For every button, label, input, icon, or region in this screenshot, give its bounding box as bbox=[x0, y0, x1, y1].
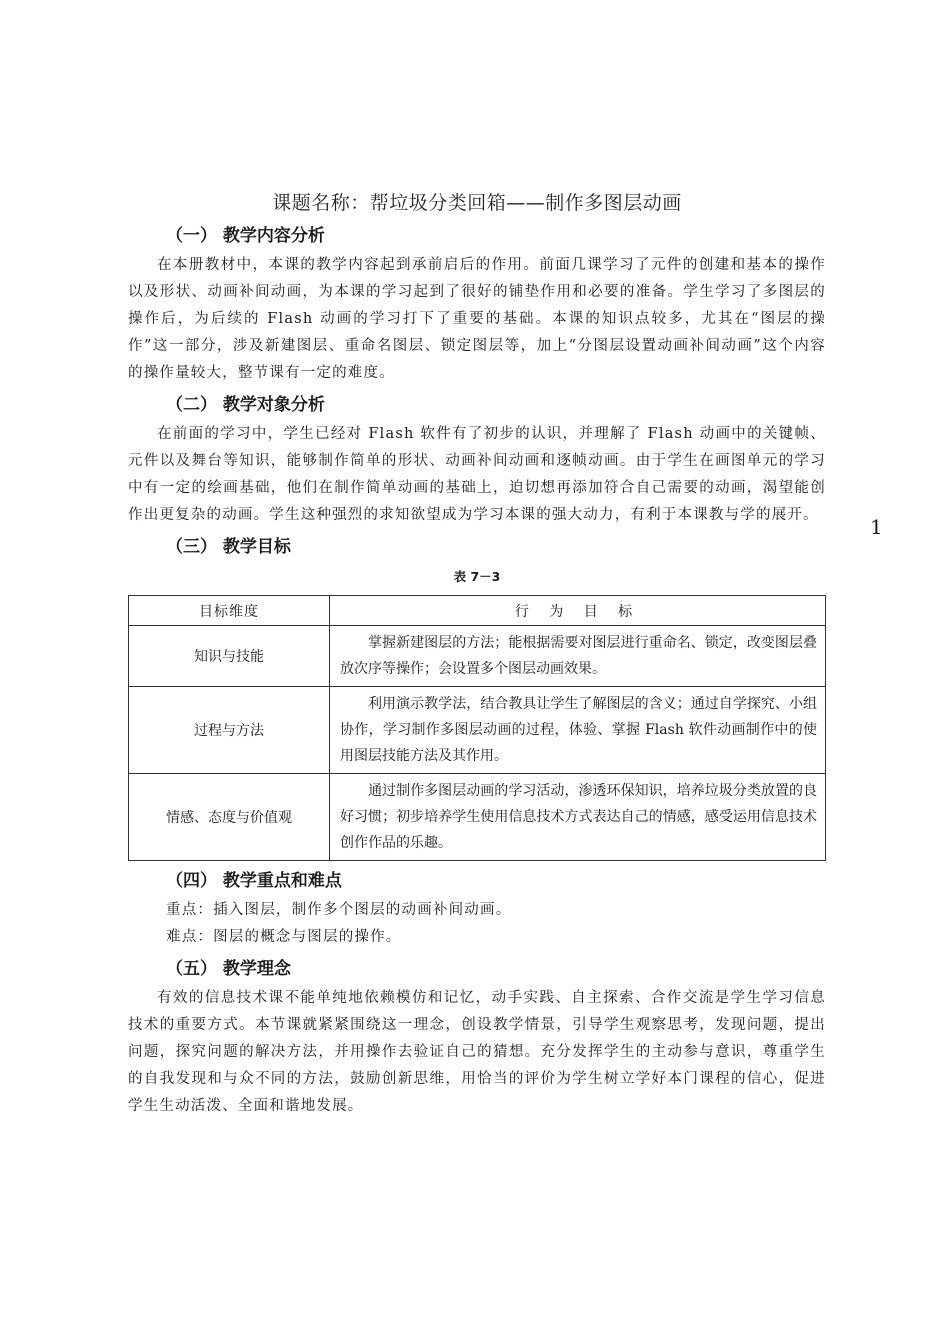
goal-dimension-cell: 情感、态度与价值观 bbox=[129, 774, 330, 861]
content-analysis-paragraph: 在本册教材中，本课的教学内容起到承前启后的作用。前面几课学习了元件的创建和基本的操作以及形状、动画补间动画，为本课的学习起到了很好的铺垫作用和必要的准备。学生学习了多图层的操作后，为后续的 Flash 动画的学习打下了重要的基础。本课的知识点较多，尤其在“图层的操作”这一部分，涉及新建图层、重命名图层、锁定图层等，加上“分图层设置动画补间动画”这个内容的操作量较大，整节课有一定的难度。 bbox=[128, 257, 826, 381]
goal-behavior-cell: 通过制作多图层动画的学习活动，渗透环保知识，培养垃圾分类放置的良好习惯；初步培养学生使用信息技术方式表达自己的情感，感受运用信息技术创作作品的乐趣。 bbox=[330, 774, 826, 861]
section-heading-content-analysis: （一） 教学内容分析 bbox=[166, 226, 325, 246]
teaching-philosophy-paragraph: 有效的信息技术课不能单纯地依赖模仿和记忆，动手实践、自主探索、合作交流是学生学习信息技术的重要方式。本节课就紧紧围绕这一理念，创设教学情景，引导学生观察思考，发现问题，提出问题，探究问题的解决方法，并用操作去验证自己的猜想。充分发挥学生的主动参与意识，尊重学生的自我发现和与众不同的方法，鼓励创新思维，用恰当的评价为学生树立学好本门课程的信心，促进学生生动活泼、全面和谐地发展。 bbox=[128, 990, 826, 1114]
table-row bbox=[129, 687, 826, 774]
column-header-dimension: 目标维度 bbox=[129, 596, 330, 626]
column-header-behavior: 行 为 目 标 bbox=[330, 596, 826, 626]
teaching-goals-table bbox=[128, 595, 826, 861]
goal-behavior-cell: 利用演示教学法，结合教具让学生了解图层的含义；通过自学探究、小组协作，学习制作多图层动画的过程，体验、掌握 Flash 软件动画制作中的使用图层技能方法及其作用。 bbox=[330, 687, 826, 774]
key-point-focus: 重点：插入图层，制作多个图层的动画补间动画。 bbox=[166, 902, 512, 918]
key-point-difficulty: 难点：图层的概念与图层的操作。 bbox=[166, 929, 402, 945]
section-heading-teaching-philosophy: （五） 教学理念 bbox=[166, 959, 291, 979]
page-number: 1 bbox=[870, 515, 883, 539]
document-page bbox=[128, 190, 826, 1120]
table-row bbox=[129, 774, 826, 861]
table-header-row bbox=[129, 596, 826, 626]
section-heading-teaching-goals: （三） 教学目标 bbox=[166, 537, 291, 557]
table-row bbox=[129, 626, 826, 687]
goal-behavior-cell: 掌握新建图层的方法；能根据需要对图层进行重命名、锁定，改变图层叠放次序等操作；会设置多个图层动画效果。 bbox=[330, 626, 826, 687]
section-heading-key-points: （四） 教学重点和难点 bbox=[166, 871, 342, 891]
lesson-title: 课题名称：帮垃圾分类回箱——制作多图层动画 bbox=[272, 192, 682, 214]
goal-dimension-cell: 知识与技能 bbox=[129, 626, 330, 687]
table-caption: 表 7－3 bbox=[453, 569, 501, 584]
goal-dimension-cell: 过程与方法 bbox=[129, 687, 330, 774]
audience-analysis-paragraph: 在前面的学习中，学生已经对 Flash 软件有了初步的认识，并理解了 Flash 动画中的关键帧、元件以及舞台等知识，能够制作简单的形状、动画补间动画和逐帧动画。由于学生在画图单元的学习中有一定的绘画基础，他们在制作简单动画的基础上，迫切想再添加符合自己需要的动画，渴望能创作出更复杂的动画。学生这种强烈的求知欲望成为学习本课的强大动力，有利于本课教与学的展开。 bbox=[128, 426, 826, 523]
section-heading-audience-analysis: （二） 教学对象分析 bbox=[166, 395, 325, 415]
